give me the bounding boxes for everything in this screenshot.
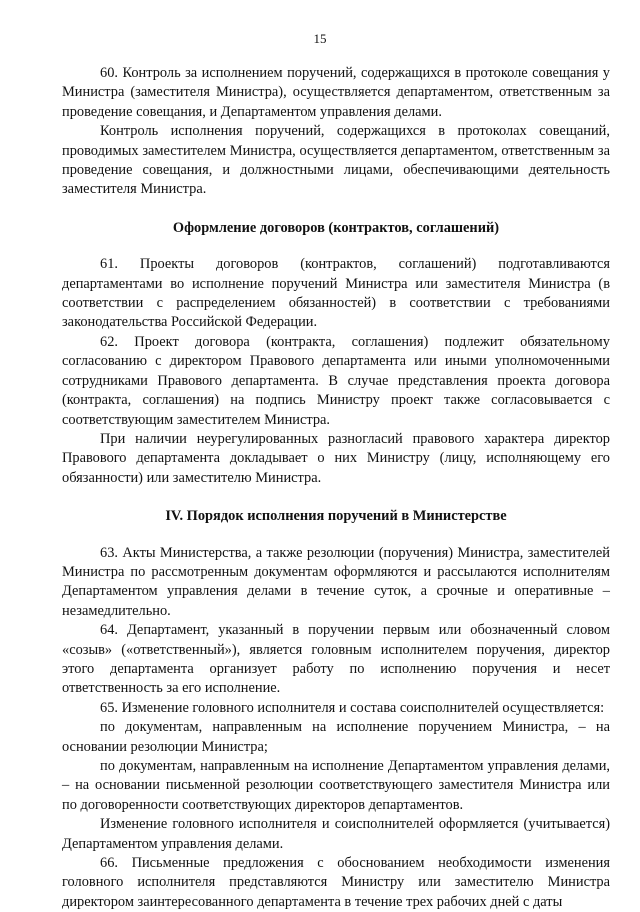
paragraph-61: 61. Проекты договоров (контрактов, соглашений) подготавливаются департаментами во исполнение поручений Министра или заместителя Министра (в соответствии с распределением обязанностей) в соответствии с требованиями законодательства Российской Федерации. [62,256,610,331]
paragraph-62: 62. Проект договора (контракта, соглашения) подлежит обязательному согласованию с директором Правового департамента или иными уполномоченными сотрудниками Правового департамента. В случае представления проекта договора (контракта, соглашения) на подпись Министру проект также согласовывается с соответствующим заместителем Министра. [62,333,610,428]
paragraph-65-item-2: по документам, направленным на исполнение Департаментом управления делами, – на основании письменной резолюции соответствующего заместителя Министра или по договоренности соответствующих директоров департаментов. [62,758,610,813]
spacer [62,238,610,255]
paragraph-65-continued: Изменение головного исполнителя и соисполнителей оформляется (учитывается) Департаментом управления делами. [62,816,610,852]
page-number: 15 [313,31,327,46]
spacer [62,200,610,219]
paragraph-65-item-1: по документам, направленным на исполнение поручением Министра, – на основании резолюции Министра; [62,719,610,755]
paragraph-60-continued: Контроль исполнения поручений, содержащихся в протоколах совещаний, проводимых заместителем Министра, осуществляется департаментом, ответственным за проведение совещания, и должностными лицами, обеспечивающими деятельность заместителя Министра. [62,123,610,198]
paragraph-65: 65. Изменение головного исполнителя и состава соисполнителей осуществляется: [100,699,605,716]
section-heading-contracts: Оформление договоров (контрактов, соглашений) [172,219,500,236]
paragraph-62-continued: При наличии неурегулированных разногласий правового характера директор Правового департамента докладывает о них Министру (лицу, исполняющему его обязанности) или заместителю Министра. [62,430,610,486]
spacer [62,527,610,544]
paragraph-63: 63. Акты Министерства, а также резолюции (поручения) Министра, заместителей Министра по рассмотренным документам оформляются и рассылаются исполнителям Департаментом управления делами в течение суток, а срочные и оперативные – незамедлительно. [62,544,610,619]
paragraph-64: 64. Департамент, указанный в поручении первым или обозначенный словом «созыв» («ответственный»), является головным исполнителем поручения, директор этого департамента организует работу по исполнению поручения и несет ответственность за его исполнение. [62,622,610,697]
document-body [62,64,610,912]
spacer [62,488,610,507]
paragraph-66: 66. Письменные предложения с обоснованием необходимости изменения головного исполнителя представляются Министру или заместителю Министра директором заинтересованного департамента в течение трех рабочих дней с даты [62,855,610,910]
paragraph-60: 60. Контроль за исполнением поручений, содержащихся в протоколе совещания у Министра (заместителя Министра), осуществляется департаментом, ответственным за проведение совещания, и Департаментом управления делами. [62,65,610,120]
section-heading-execution: IV. Порядок исполнения поручений в Министерстве [165,508,507,525]
